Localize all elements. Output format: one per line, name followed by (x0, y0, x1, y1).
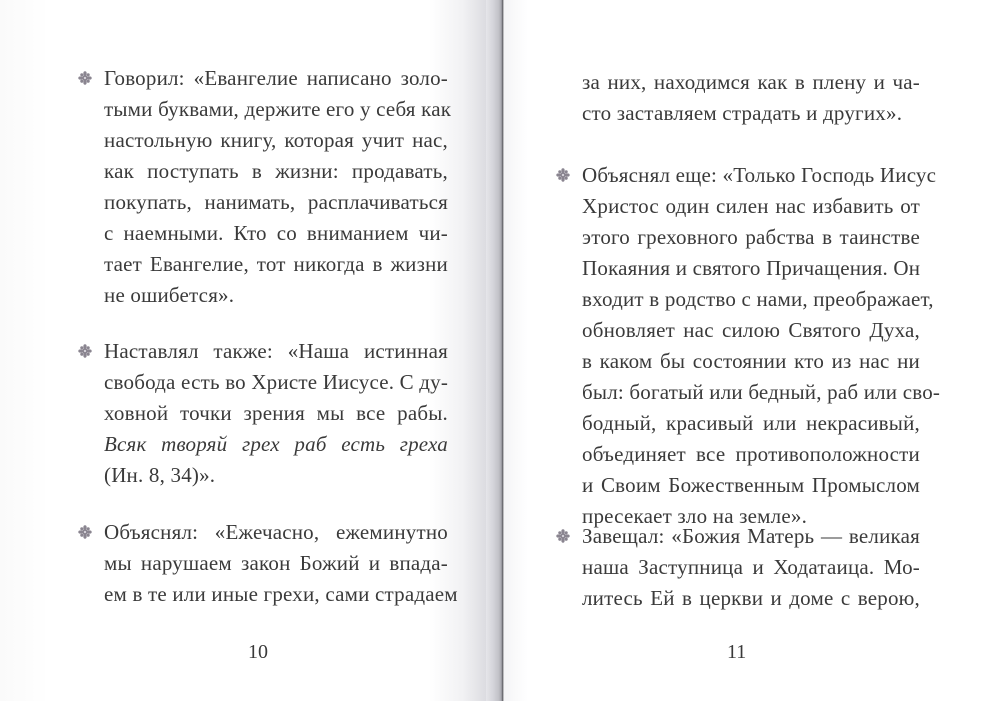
rosette-ornament-icon (78, 71, 92, 85)
text-line: (Ин. 8, 34)». (104, 463, 216, 487)
paragraph-left-2 (104, 336, 448, 491)
page-number-right: 11 (727, 641, 747, 663)
text-line: мы нарушаем закон Божий и впада- (104, 551, 448, 575)
text-line: в каком бы состоянии кто из нас ни (582, 349, 920, 373)
paragraph-right-2 (582, 521, 920, 614)
text-line: настольную книгу, которая учит нас, (104, 128, 448, 152)
paragraph-left-1 (104, 63, 452, 311)
text-line: тает Евангелие, тот никогда в жизни (104, 252, 448, 276)
text-line: наша Заступница и Ходатаица. Мо- (582, 555, 920, 579)
text-line: входит в родство с нами, преображает, (582, 287, 934, 311)
text-line: тыми буквами, держите его у себя как (104, 97, 452, 121)
text-line: объединяет все противоположности (582, 442, 920, 466)
rosette-ornament-icon (78, 344, 92, 358)
continuation-text (582, 67, 920, 129)
text-line: не ошибется». (104, 283, 235, 307)
text-line: Говорил: «Евангелие написано золо- (104, 66, 448, 90)
text-line: за них, находимся как в плену и ча- (582, 70, 920, 94)
text-line: как поступать в жизни: продавать, (104, 159, 448, 183)
text-line: ем в те или иные грехи, сами страдаем (104, 582, 458, 606)
text-line: Покаяния и святого Причащения. Он (582, 256, 921, 280)
text-line: Объяснял: «Ежечасно, ежеминутно (104, 520, 448, 544)
scripture-quote-line: Всяк творяй грех раб есть греха (104, 432, 448, 456)
text-line: сто заставляем страдать и других». (582, 101, 903, 125)
text-line: обновляет нас силою Святого Духа, (582, 318, 920, 342)
page-number-left: 10 (248, 641, 268, 663)
text-line: пресекает зло на земле». (582, 504, 808, 528)
paragraph-left-3 (104, 517, 458, 610)
rosette-ornament-icon (78, 525, 92, 539)
paragraph-right-1 (582, 160, 941, 532)
text-line: с наемными. Кто со вниманием чи- (104, 221, 448, 245)
book-spine (486, 0, 504, 701)
text-line: Христос один силен нас избавить от (582, 194, 920, 218)
text-line: этого греховного рабства в таинстве (582, 225, 920, 249)
text-line: покупать, нанимать, расплачиваться (104, 190, 448, 214)
rosette-ornament-icon (556, 529, 570, 543)
text-line: был: богатый или бедный, раб или сво- (582, 380, 941, 404)
text-line: Объяснял еще: «Только Господь Иисус (582, 163, 937, 187)
text-line: литесь Ей в церкви и доме с верою, (582, 586, 920, 610)
text-line: свобода есть во Христе Иисусе. С ду- (104, 370, 449, 394)
text-line: Завещал: «Божия Матерь — великая (582, 524, 920, 548)
text-line: и Своим Божественным Промыслом (582, 473, 920, 497)
text-line: бодный, красивый или некрасивый, (582, 411, 920, 435)
rosette-ornament-icon (556, 168, 570, 182)
text-line: Наставлял также: «Наша истинная (104, 339, 448, 363)
text-line: ховной точки зрения мы все рабы. (104, 401, 448, 425)
